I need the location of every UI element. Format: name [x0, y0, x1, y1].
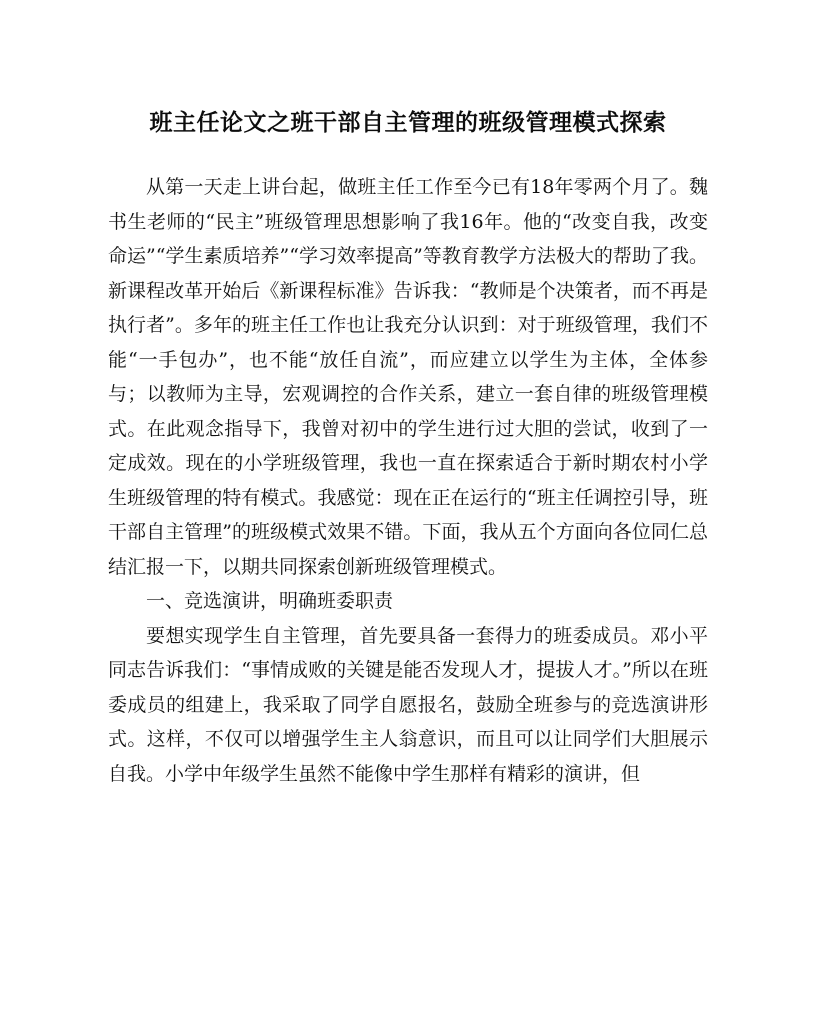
document-body — [108, 170, 708, 791]
section-paragraph: 要想实现学生自主管理，首先要具备一套得力的班委成员。邓小平同志告诉我们：“事情成败的关键是能否发现人才，提拔人才。”所以在班委成员的组建上，我采取了同学自愿报名，鼓励全班参与的竞选演讲形式。这样，不仅可以增强学生主人翁意识，而且可以让同学们大胆展示自我。小学中年级学生虽然不能像中学生那样有精彩的演讲，但 — [108, 624, 708, 785]
document-title: 班主任论文之班干部自主管理的班级管理模式探索 — [149, 109, 667, 136]
intro-paragraph: 从第一天走上讲台起，做班主任工作至今已有18年零两个月了。魏书生老师的“民主”班级管理思想影响了我16年。他的“改变自我，改变命运”“学生素质培养”“学习效率提高”等教育教学方法极大的帮助了我。新课程改革开始后《新课程标准》告诉我：“教师是个决策者，而不再是执行者”。多年的班主任工作也让我充分认识到：对于班级管理，我们不能“一手包办”，也不能“放任自流”，而应建立以学生为主体，全体参与；以教师为主导，宏观调控的合作关系，建立一套自律的班级管理模式。在此观念指导下，我曾对初中的学生进行过大胆的尝试，收到了一定成效。现在的小学班级管理，我也一直在探索适合于新时期农村小学生班级管理的特有模式。我感觉：现在正在运行的“班主任调控引导，班干部自主管理”的班级模式效果不错。下面，我从五个方面向各位同仁总结汇报一下，以期共同探索创新班级管理模式。 — [108, 176, 708, 578]
section-heading: 一、竞选演讲，明确班委职责 — [146, 590, 394, 612]
